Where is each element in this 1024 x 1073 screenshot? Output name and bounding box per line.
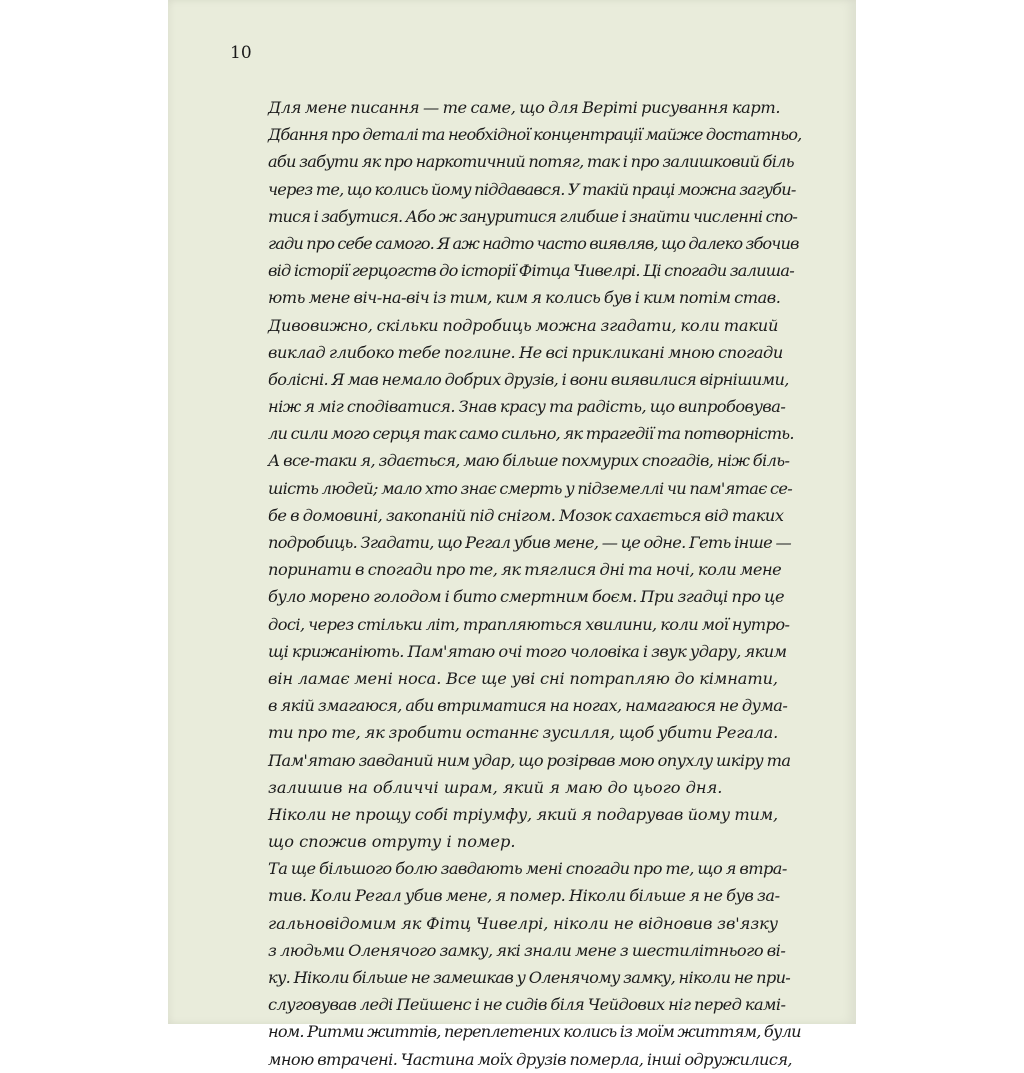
text-line: від історії герцогств до історії Фітца Чивелрі. Ці спогади залиша- — [268, 261, 794, 281]
paragraph — [268, 801, 778, 855]
text-line: ють мене віч-на-віч із тим, ким я колись був і ким потім став. — [268, 288, 781, 308]
text-line: слуговував леді Пейшенс і не сидів біля Чейдових ніг перед камі- — [268, 995, 786, 1015]
text-line: гади про себе самого. Я аж надто часто виявляв, що далеко збочив — [268, 233, 799, 253]
text-line: болісні. Я мав немало добрих друзів, і вони виявилися вірнішими, — [268, 369, 789, 389]
text-line: Для мене писання — те саме, що для Веріті рисування карт. — [268, 98, 781, 117]
text-line: ном. Ритми життів, переплетених колись із моїм життям, були — [268, 1022, 801, 1042]
text-line: ку. Ніколи більше не замешкав у Оленячому замку, ніколи не при- — [268, 968, 791, 987]
text-line: Пам'ятаю завданий ним удар, що розірвав мою опухлу шкіру та — [268, 750, 791, 770]
text-line: залишив на обличчі шрам, який я маю до цього дня. — [268, 777, 723, 797]
text-line: Ніколи не прощу собі тріумфу, який я подарував йому тим, — [268, 804, 778, 824]
text-line: подробиць. Згадати, що Регал убив мене, — це одне. Геть інше — — [268, 533, 791, 552]
text-line: було морено голодом і бито смертним боєм. При згадці про це — [268, 587, 785, 607]
text-line: ли сили мого серця так само сильно, як трагедії та потворність. — [268, 424, 794, 444]
text-line: А все-таки я, здається, маю більше похмурих спогадів, ніж біль- — [268, 451, 790, 471]
text-line: шість людей; мало хто знає смерть у підземеллі чи пам'ятає се- — [268, 478, 793, 498]
text-line: він ламає мені носа. Все ще уві сні потрапляю до кімнати, — [268, 668, 778, 688]
text-line: ти про те, як зробити останнє зусилля, щоб убити Регала. — [268, 723, 778, 743]
text-line: гальновідомим як Фітц Чивелрі, ніколи не відновив зв'язку — [268, 913, 778, 933]
text-line: аби забути як про наркотичний потяг, так і про залишковий біль — [268, 152, 794, 172]
text-line: Дивовижно, скільки подробиць можна згадати, коли такий — [268, 315, 779, 335]
paragraph — [268, 312, 794, 801]
body-text — [268, 94, 802, 1073]
text-line: досі, через стільки літ, трапляються хвилини, коли мої нутро- — [268, 614, 790, 634]
text-line: тив. Коли Регал убив мене, я помер. Ніколи більше я не був за- — [268, 886, 780, 906]
text-line: виклад глибоко тебе поглине. Не всі прикликані мною спогади — [268, 342, 783, 362]
text-line: щі крижаніють. Пам'ятаю очі того чоловіка і звук удару, яким — [268, 641, 787, 661]
text-line: з людьми Оленячого замку, які знали мене з шестилітнього ві- — [268, 940, 786, 960]
text-line: що спожив отруту і помер. — [268, 832, 516, 852]
text-line: тися і забутися. Або ж зануритися глибше і знайти численні спо- — [268, 206, 798, 226]
text-line: в якій змагаюся, аби втриматися на ногах, намагаюся не дума- — [268, 696, 788, 716]
text-line: поринати в спогади про те, як тяглися дні та ночі, коли мене — [268, 560, 782, 580]
paragraph — [268, 855, 801, 1073]
text-line: ніж я міг сподіватися. Знав красу та радість, що випробовува- — [268, 397, 786, 417]
text-line: мною втрачені. Частина моїх друзів померла, інші одружилися, — [268, 1049, 792, 1069]
text-line: через те, що колись йому піддавався. У такій праці можна загуби- — [268, 179, 796, 199]
page-number: 10 — [230, 43, 252, 63]
book-page — [168, 0, 856, 1069]
text-line: бе в домовині, закопаній під снігом. Мозок сахається від таких — [268, 505, 784, 525]
text-line: Дбання про деталі та необхідної концентрації майже достатньо, — [268, 125, 802, 145]
paragraph — [268, 94, 802, 312]
text-line: Та ще більшого болю завдають мені спогади про те, що я втра- — [268, 859, 787, 879]
